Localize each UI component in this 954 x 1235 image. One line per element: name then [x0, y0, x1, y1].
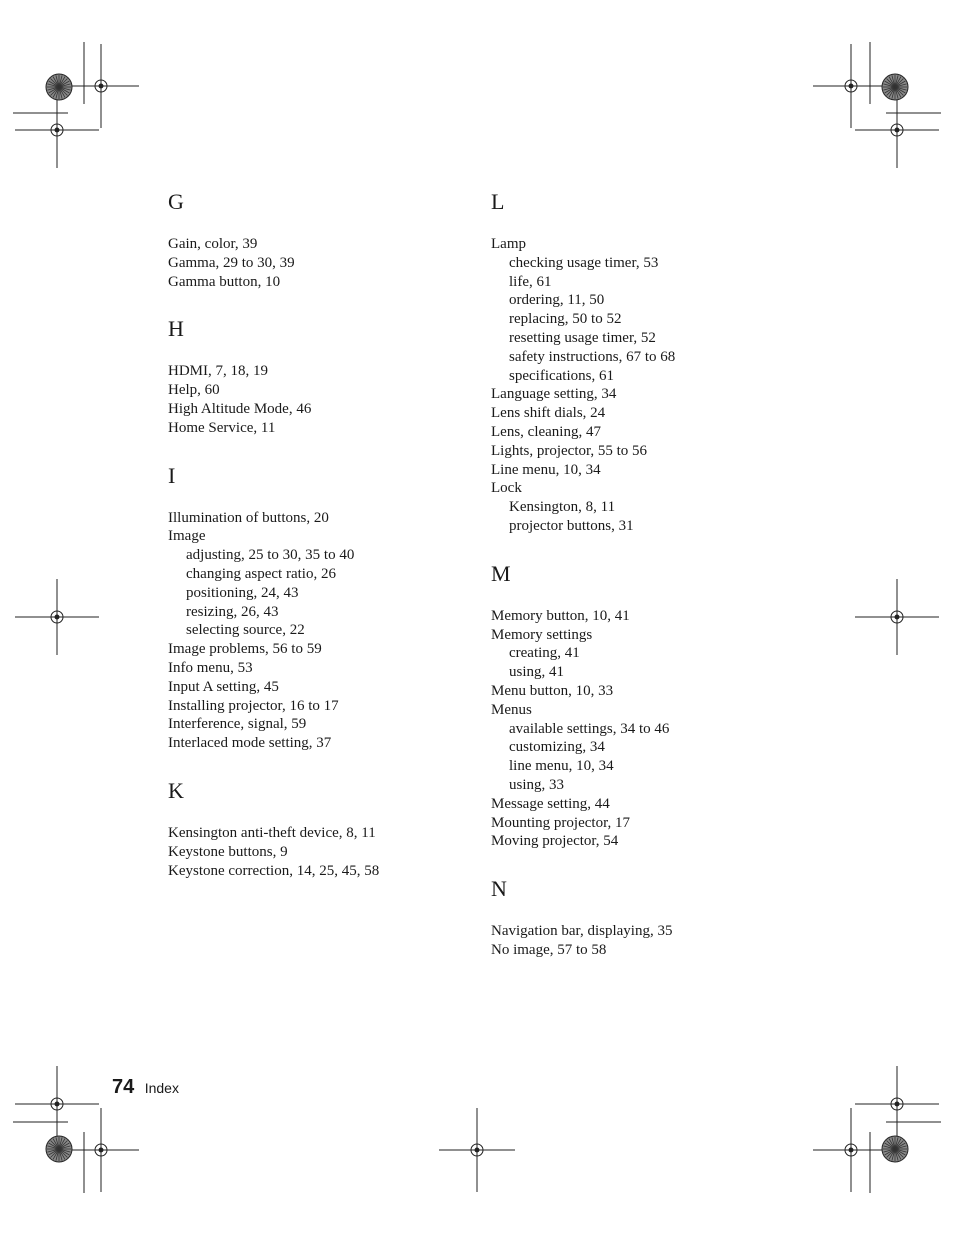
index-entry: Menus	[491, 701, 532, 718]
index-subentry: using, 33	[509, 776, 565, 793]
index-entry: Image problems, 56 to 59	[168, 641, 322, 658]
index-entry: Line menu, 10, 34	[491, 461, 601, 478]
section-letter-heading: I	[168, 462, 176, 488]
index-entry: Moving projector, 54	[491, 833, 619, 850]
index-entry: High Altitude Mode, 46	[168, 400, 312, 417]
index-section-l	[491, 188, 791, 536]
page-footer	[112, 1076, 179, 1099]
registration-dot	[895, 128, 900, 133]
index-entry: Gain, color, 39	[168, 236, 258, 252]
index-entry: Interference, signal, 59	[168, 716, 307, 733]
index-subentry: safety instructions, 67 to 68	[509, 348, 676, 365]
index-entry: Lamp	[491, 236, 526, 252]
index-subentry: creating, 41	[509, 645, 580, 662]
index-subentry: checking usage timer, 53	[509, 254, 659, 271]
index-entry: Keystone buttons, 9	[168, 843, 288, 860]
index-entry: Navigation bar, displaying, 35	[491, 923, 673, 940]
index-entry: No image, 57 to 58	[491, 941, 607, 958]
section-letter-heading: L	[491, 189, 505, 214]
index-subentry: using, 41	[509, 664, 565, 681]
index-entry: Installing projector, 16 to 17	[168, 697, 339, 714]
index-subentry: line menu, 10, 34	[509, 758, 614, 775]
index-column-right	[491, 188, 791, 984]
registration-dot	[895, 1102, 900, 1107]
index-entry: Mounting projector, 17	[491, 814, 630, 831]
registration-dot	[895, 615, 900, 620]
index-subentry: resizing, 26, 43	[186, 603, 279, 620]
page-number: 74	[112, 1076, 135, 1098]
index-subentry: changing aspect ratio, 26	[186, 565, 336, 582]
index-subentry: positioning, 24, 43	[186, 584, 299, 601]
index-subentry: resetting usage timer, 52	[509, 329, 656, 346]
index-subentry: life, 61	[509, 273, 552, 290]
index-entry: Memory button, 10, 41	[491, 607, 630, 624]
index-entry: Home Service, 11	[168, 419, 276, 436]
registration-dot	[475, 1148, 480, 1153]
section-letter-heading: M	[491, 560, 511, 586]
index-section-i	[168, 462, 468, 753]
index-section-g	[168, 188, 468, 291]
index-section-h	[168, 315, 468, 437]
section-letter-heading: H	[168, 316, 184, 342]
index-subentry: specifications, 61	[509, 367, 614, 384]
index-entry: Menu button, 10, 33	[491, 682, 614, 699]
index-section-m	[491, 560, 791, 851]
registration-dot	[849, 1148, 854, 1153]
footer-section-label: Index	[144, 1080, 179, 1096]
index-entry: Message setting, 44	[491, 795, 610, 812]
index-subentry: customizing, 34	[509, 739, 605, 756]
index-subentry: available settings, 34 to 46	[509, 720, 670, 737]
index-subentry: replacing, 50 to 52	[509, 311, 622, 328]
registration-dot	[55, 128, 60, 133]
registration-dot	[55, 615, 60, 620]
index-entry: Lens, cleaning, 47	[491, 423, 601, 440]
index-entry: Kensington anti-theft device, 8, 11	[168, 824, 376, 841]
index-subentry: ordering, 11, 50	[509, 292, 605, 309]
index-entry: HDMI, 7, 18, 19	[168, 363, 268, 380]
registration-dot	[99, 84, 104, 89]
index-entry: Gamma button, 10	[168, 273, 281, 290]
index-section-k	[168, 777, 468, 880]
index-section-n	[491, 875, 791, 960]
index-entry: Input A setting, 45	[168, 678, 279, 695]
index-entry: Keystone correction, 14, 25, 45, 58	[168, 862, 380, 879]
index-subentry: selecting source, 22	[186, 622, 305, 639]
index-entry: Info menu, 53	[168, 659, 253, 676]
section-letter-heading: K	[168, 777, 184, 803]
section-letter-heading: N	[491, 876, 507, 902]
index-entry: Lights, projector, 55 to 56	[491, 442, 648, 459]
index-entry: Lock	[491, 480, 522, 497]
index-column-left	[168, 188, 468, 904]
index-subentry: projector buttons, 31	[509, 517, 634, 534]
index-entry: Interlaced mode setting, 37	[168, 735, 332, 752]
index-entry: Language setting, 34	[491, 386, 617, 403]
index-entry: Help, 60	[168, 382, 220, 399]
index-entry: Memory settings	[491, 626, 593, 643]
registration-dot	[849, 84, 854, 89]
index-subentry: Kensington, 8, 11	[509, 499, 616, 516]
registration-dot	[55, 1102, 60, 1107]
index-subentry: adjusting, 25 to 30, 35 to 40	[186, 547, 355, 564]
registration-dot	[99, 1148, 104, 1153]
index-entry: Lens shift dials, 24	[491, 405, 606, 422]
index-entry: Illumination of buttons, 20	[168, 509, 329, 526]
index-entry: Image	[168, 528, 206, 545]
section-letter-heading: G	[168, 189, 184, 214]
index-entry: Gamma, 29 to 30, 39	[168, 254, 295, 271]
